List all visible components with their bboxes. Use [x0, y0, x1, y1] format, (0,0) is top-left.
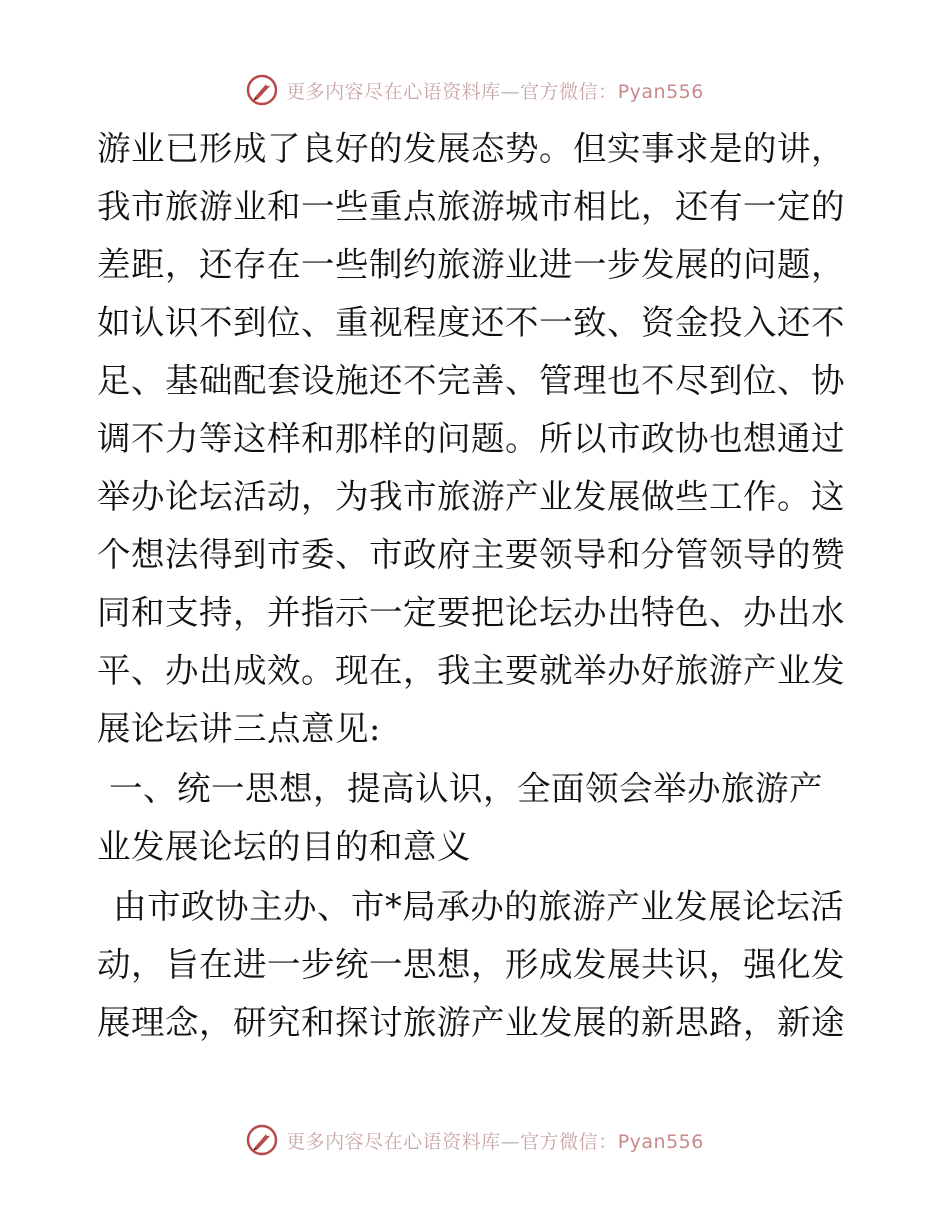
- text-line: 足、基础配套设施还不完善、管理也不尽到位、协: [97, 361, 845, 400]
- text-line: 如认识不到位、重视程度还不一致、资金投入还不: [97, 303, 845, 342]
- text-line: 举办论坛活动，为我市旅游产业发展做些工作。这: [97, 477, 845, 516]
- text-line: 动，旨在进一步统一思想，形成发展共识，强化发: [97, 945, 845, 984]
- pen-logo-icon: [246, 1124, 278, 1156]
- pen-logo-icon: [246, 74, 278, 106]
- footer-watermark: [0, 1120, 950, 1160]
- header-watermark: [0, 70, 950, 110]
- text-line: 平、办出成效。现在，我主要就举办好旅游产业发: [97, 651, 845, 690]
- text-line: 我市旅游业和一些重点旅游城市相比，还有一定的: [97, 187, 845, 226]
- paragraph-intro: [97, 125, 857, 753]
- watermark-text: 更多内容尽在心语资料库—官方微信：Pyan556: [286, 1130, 704, 1153]
- text-line: 展理念，研究和探讨旅游产业发展的新思路，新途: [97, 1003, 845, 1042]
- text-line: 游业已形成了良好的发展态势。但实事求是的讲，: [97, 129, 845, 168]
- text-line: 由市政协主办、市*局承办的旅游产业发展论坛活: [113, 887, 845, 926]
- section-heading: [97, 765, 857, 871]
- text-line: 调不力等这样和那样的问题。所以市政协也想通过: [97, 419, 845, 458]
- heading-line: 一、统一思想，提高认识，全面领会举办旅游产: [109, 769, 823, 808]
- text-line: 同和支持，并指示一定要把论坛办出特色、办出水: [97, 593, 845, 632]
- heading-line: 业发展论坛的目的和意义: [97, 827, 471, 866]
- text-line: 展论坛讲三点意见:: [97, 709, 381, 748]
- document-body: [97, 125, 857, 1057]
- watermark-text: 更多内容尽在心语资料库—官方微信：Pyan556: [286, 80, 704, 103]
- text-line: 个想法得到市委、市政府主要领导和分管领导的赞: [97, 535, 845, 574]
- paragraph-body: [97, 883, 857, 1047]
- text-line: 差距，还存在一些制约旅游业进一步发展的问题，: [97, 245, 845, 284]
